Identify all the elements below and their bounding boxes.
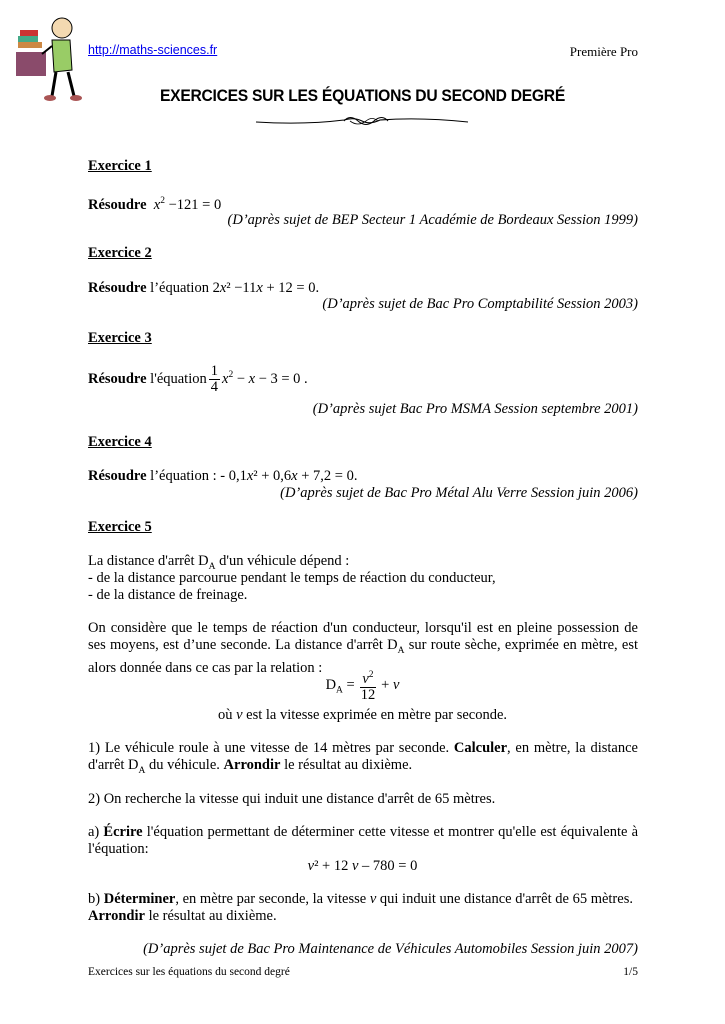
question-1: 1) Le véhicule roule à une vitesse de 14 mètres par seconde. Calculer, en mètre, la distance d'arrêt $D_A$ du véhicule. Arrondir le résultat au dixième. <box>88 740 638 776</box>
exercise-5-intro: La distance d'arrêt $D_A$ d'un véhicule dépend : <box>88 553 350 572</box>
exercise-1-statement: Résoudre $x^2 -121 = 0$ <box>88 196 222 213</box>
level-label: Première Pro <box>569 44 638 59</box>
page-number: 1/5 <box>623 966 638 978</box>
exercise-3-statement: Résoudre l'équation $\frac{1}{4}$ $x^2 - x - 3 = 0$ . <box>88 363 308 395</box>
exercise-2-source: (D’après sujet de Bac Pro Comptabilité Session 2003) <box>322 296 638 312</box>
exercise-1-source: (D’après sujet de BEP Secteur 1 Académie de Bordeaux Session 1999) <box>227 212 638 228</box>
exercise-5-bullet-1: - de la distance parcourue pendant le temps de réaction du conducteur, <box>88 570 496 586</box>
stopping-distance-formula: $D_A$ = $\frac{v^2}{12}$ + v <box>325 670 400 703</box>
question-2: 2) On recherche la vitesse qui induit une distance d'arrêt de 65 mètres. <box>88 791 496 807</box>
ornament-divider-icon <box>254 113 470 129</box>
exercise-1-heading: Exercice 1 <box>88 158 152 174</box>
exercise-4-source: (D’après sujet de Bac Pro Métal Alu Verre Session juin 2006) <box>280 485 638 501</box>
formula-explanation: où v est la vitesse exprimée en mètre par seconde. <box>217 707 508 723</box>
exercise-4-statement: Résoudre l’équation : - 0,1x² + 0,6x + 7,2 = 0. <box>88 468 358 484</box>
question-2a: a) Écrire l'équation permettant de déterminer cette vitesse et montrer qu'elle est équivalente à l'équation: <box>88 824 639 857</box>
site-link[interactable]: http://maths-sciences.fr <box>88 43 218 57</box>
exercise-5-bullet-2: - de la distance de freinage. <box>88 587 248 603</box>
exercise-4-heading: Exercice 4 <box>88 434 152 450</box>
exercise-2-statement: Résoudre l’équation 2x² −11x + 12 = 0. <box>88 280 320 296</box>
exercise-5-heading: Exercice 5 <box>88 519 152 535</box>
question-2b: b) Déterminer, en mètre par seconde, la vitesse v qui induit une distance d'arrêt de 65 mètres. Arrondir le résultat au dixième. <box>88 891 633 924</box>
quadratic-equation: v² + 12 v – 780 = 0 <box>307 858 418 874</box>
footer-title: Exercices sur les équations du second degré <box>88 966 290 978</box>
exercise-2-heading: Exercice 2 <box>88 245 152 261</box>
exercise-5-paragraph: On considère que le temps de réaction d'un conducteur, lorsqu'il est en pleine possession de ses moyens, est d’une seconde. La distance d'arrêt $D_A$ sur route sèche, exprimée en mètre, est alors donnée dans ce cas par la relation : <box>88 620 639 676</box>
fraction-one-quarter: $\frac{1}{4}$ <box>210 363 218 395</box>
page-title: EXERCICES SUR LES ÉQUATIONS DU SECOND DEGRÉ <box>160 86 565 105</box>
exercise-5-source: (D’après sujet de Bac Pro Maintenance de Véhicules Automobiles Session juin 2007) <box>143 941 638 957</box>
exercise-3-source: (D’après sujet Bac Pro MSMA Session septembre 2001) <box>312 401 638 417</box>
exercise-3-heading: Exercice 3 <box>88 330 152 346</box>
